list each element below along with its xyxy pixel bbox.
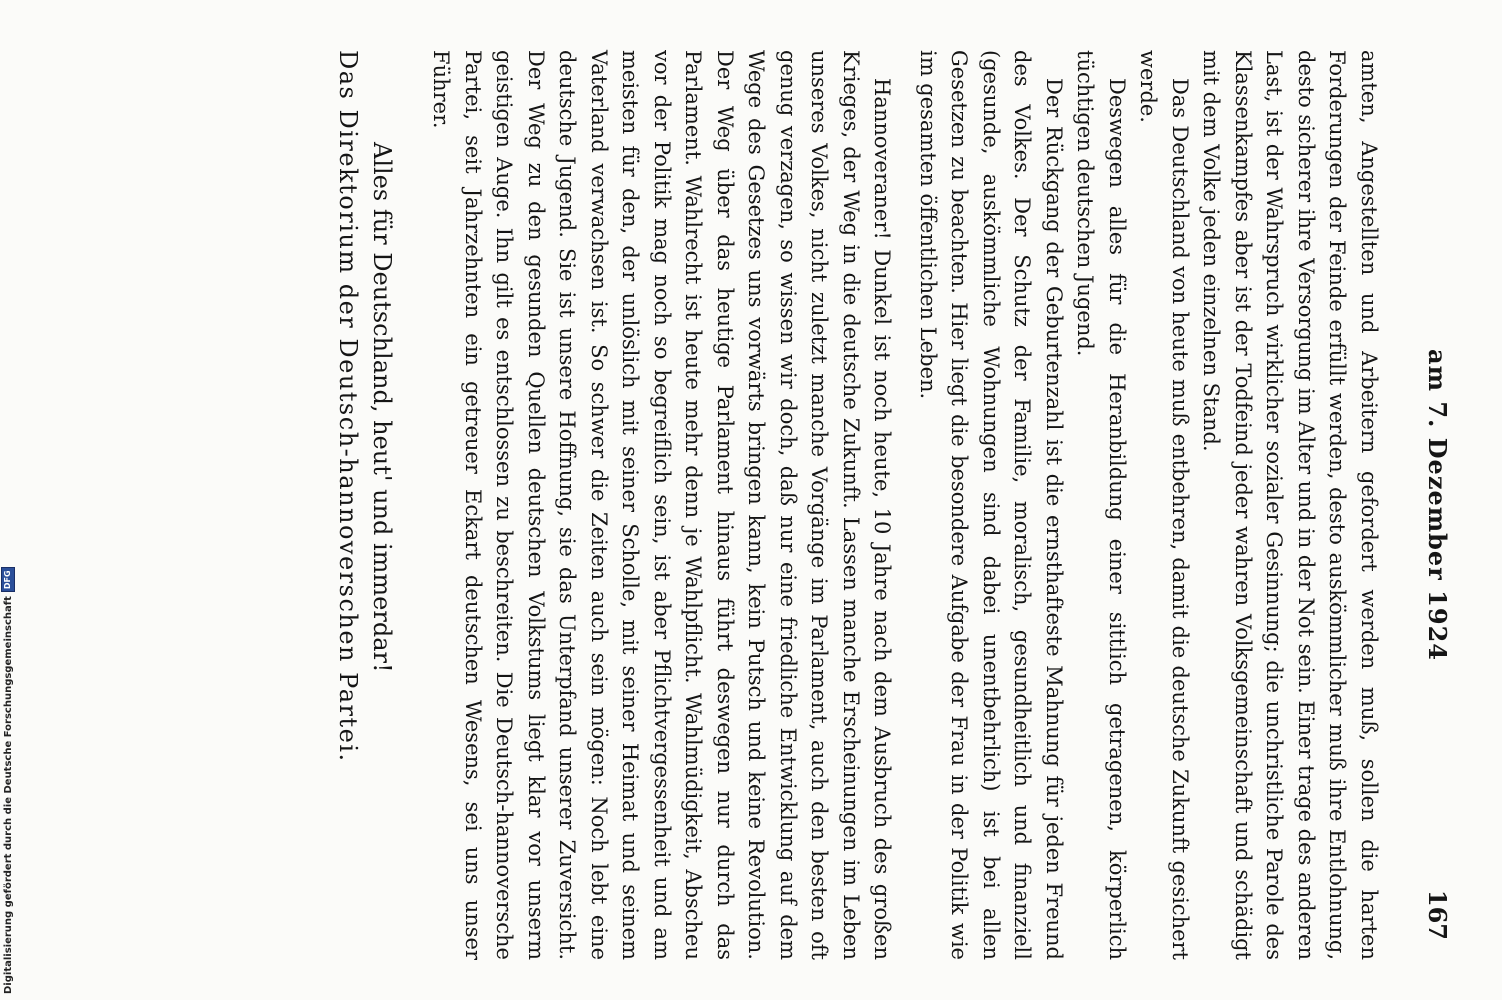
credit-text: Digitalisierung gefördert durch die Deutsche Forschungsgemeinschaft [2, 596, 14, 994]
digitization-credit [1, 567, 15, 994]
closing-motto: Alles für Deutschland, heut' und immerdar! [368, 142, 396, 673]
closing-signature: Das Direktorium der Deutsch-hannoverschen Partei. [334, 50, 362, 763]
dfg-logo-icon: DFG [1, 567, 15, 592]
paragraph-1: amten, Angestellten und Arbeitern gefordert werden muß, sollen die harten Forderungen der Feinde erfüllt werden, desto auskömmlicher muß ihre Entlohnung, desto sicherer ihre Versorgung im Alter und in der Not sein. Einer trage des anderen Last, ist der Wahrspruch wirklicher sozialer Gesinnung; die unchristliche Parole des Klassenkampfes aber ist der Todfeind jeder wahren Volksgemeinschaft und schädigt mit dem Volke jeden einzelnen Stand. [1199, 50, 1381, 960]
paragraph-5: Hannoveraner! Dunkel ist noch heute, 10 Jahre nach dem Ausbruch des großen Krieges, der Weg in die deutsche Zukunft. Lassen manche Erscheinungen im Leben unseres Volkes, nicht zuletzt manche Vorgänge im Parlament, auch den besten oft genug verzagen, so wissen wir doch, daß nur eine friedliche Entwicklung auf dem Wege des Gesetzes uns vorwärts bringen kann, kein Putsch und keine Revolution. Der Weg über das heutige Parlament hinaus führt deswegen nur durch das Parlament. Wahlrecht ist heute mehr denn je Wahlpflicht. Wahlmüdigkeit, Abscheu vor der Politik mag noch so begreiflich sein, ist aber Pflichtvergessenheit und am meisten für den, der unlöslich mit seiner Scholle, mit seiner Heimat und seinem Vaterland verwachsen ist. So schwer die Zeiten auch sein mögen: Noch lebt eine deutsche Jugend. Sie ist unsere Hoffnung, sie das Unterpfand unserer Zuversicht. Der Weg zu den gesunden Quellen deutschen Volkstums liegt klar vor unserm geistigen Auge. Ihn gilt es entschlossen zu beschreiten. Die Deutsch-hannoversche Partei, seit Jahrzehnten ein getreuer Eckart deutschen Wesens, sei uns unser Führer. [429, 50, 895, 960]
paragraph-2: Das Deutschland von heute muß entbehren, damit die deutsche Zukunft gesichert werde. [1136, 50, 1192, 960]
page-title: am 7. Dezember 1924 [1423, 349, 1452, 661]
closing-block [331, 50, 399, 960]
paragraph-4: Der Rückgang der Geburtenzahl ist die ernsthafteste Mahnung für jeden Freund des Volkes. Der Schutz der Familie, moralisch, gesundheitlich und finanziell (gesunde, auskömmliche Wohnungen sind dabei unentbehrlich) ist bei allen Gesetzen zu beachten. Hier liegt die besondere Aufgabe der Frau in der Politik wie im gesamten öffentlichen Leben. [916, 50, 1066, 960]
page-header [1418, 50, 1452, 960]
document-body [331, 50, 1384, 960]
page-number: 167 [1423, 889, 1452, 940]
rotated-document-page [252, 50, 1452, 960]
paragraph-3: Deswegen alles für die Heranbildung einer sittlich getragenen, körperlich tüchtigen deutschen Jugend. [1073, 50, 1129, 960]
